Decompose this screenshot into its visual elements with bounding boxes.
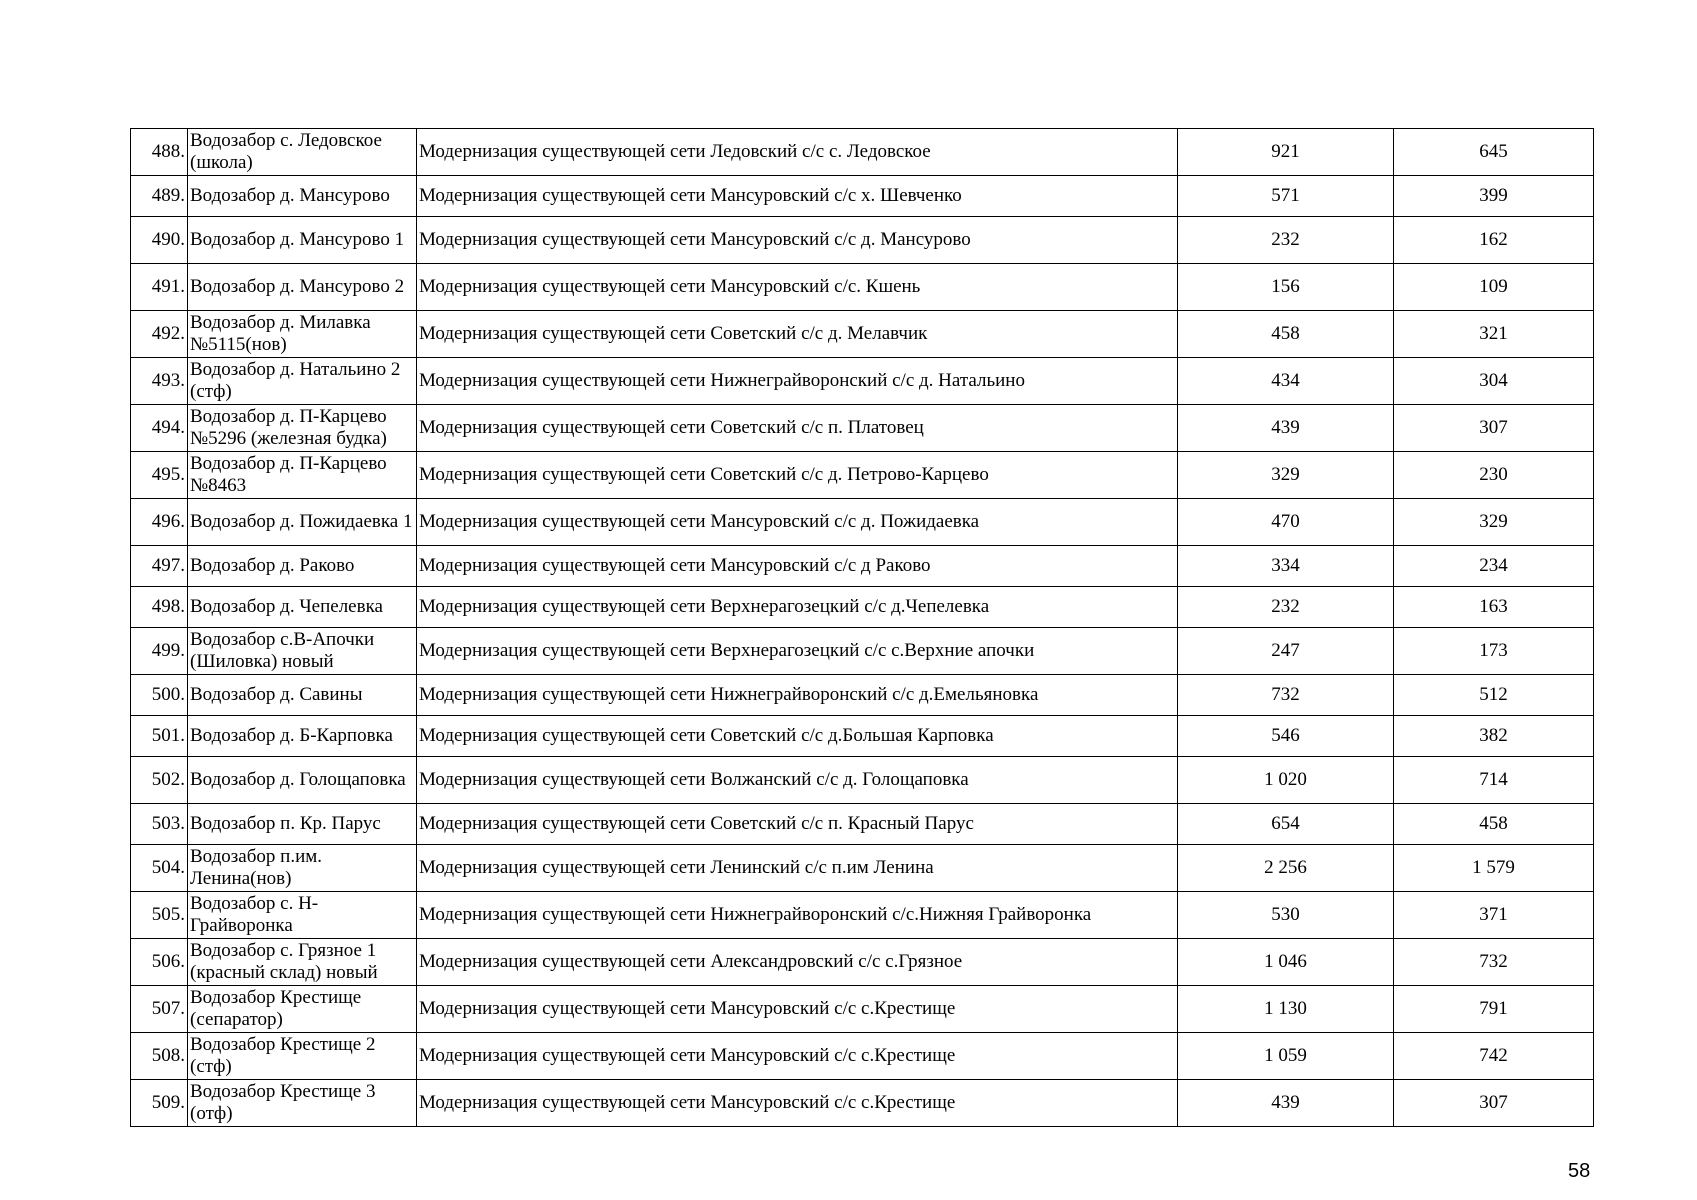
description-cell: Модернизация существующей сети Советский с/с д. Петрово-Карцево [417,452,1178,499]
value-2-cell: 230 [1394,452,1594,499]
intake-name-cell: Водозабор п.им. Ленина(нов) [188,845,417,892]
value-2-cell: 714 [1394,757,1594,804]
table-row [131,675,1594,716]
description-cell: Модернизация существующей сети Мансуровский с/с х. Шевченко [417,176,1178,217]
value-1-cell: 1 059 [1178,1033,1394,1080]
value-1-cell: 458 [1178,311,1394,358]
intake-name-cell: Водозабор д. Мансурово [188,176,417,217]
table-body [131,129,1594,1127]
row-number-cell: 501. [131,716,188,757]
value-2-cell: 791 [1394,986,1594,1033]
value-2-cell: 645 [1394,129,1594,176]
description-cell: Модернизация существующей сети Ледовский с/с с. Ледовское [417,129,1178,176]
table-row [131,217,1594,264]
intake-name-cell: Водозабор Крестище 2 (стф) [188,1033,417,1080]
table-row [131,939,1594,986]
description-cell: Модернизация существующей сети Нижнеграйворонский с/с.Нижняя Грайворонка [417,892,1178,939]
row-number-cell: 499. [131,628,188,675]
description-cell: Модернизация существующей сети Советский с/с п. Красный Парус [417,804,1178,845]
table-row [131,1080,1594,1127]
table-row [131,358,1594,405]
intake-name-cell: Водозабор д. Мансурово 2 [188,264,417,311]
intake-name-cell: Водозабор д. Раково [188,546,417,587]
description-cell: Модернизация существующей сети Нижнеграйворонский с/с д.Емельяновка [417,675,1178,716]
water-intake-table [130,128,1594,1127]
value-2-cell: 321 [1394,311,1594,358]
row-number-cell: 506. [131,939,188,986]
value-1-cell: 247 [1178,628,1394,675]
value-2-cell: 307 [1394,1080,1594,1127]
description-cell: Модернизация существующей сети Нижнеграйворонский с/с д. Натальино [417,358,1178,405]
description-cell: Модернизация существующей сети Мансуровский с/с д. Пожидаевка [417,499,1178,546]
row-number-cell: 492. [131,311,188,358]
value-1-cell: 530 [1178,892,1394,939]
row-number-cell: 495. [131,452,188,499]
value-1-cell: 439 [1178,405,1394,452]
intake-name-cell: Водозабор с.В-Апочки (Шиловка) новый [188,628,417,675]
value-1-cell: 654 [1178,804,1394,845]
value-2-cell: 307 [1394,405,1594,452]
table-row [131,311,1594,358]
value-2-cell: 163 [1394,587,1594,628]
intake-name-cell: Водозабор д. Пожидаевка 1 [188,499,417,546]
description-cell: Модернизация существующей сети Мансуровский с/с д Раково [417,546,1178,587]
value-2-cell: 329 [1394,499,1594,546]
value-2-cell: 458 [1394,804,1594,845]
value-1-cell: 2 256 [1178,845,1394,892]
value-1-cell: 546 [1178,716,1394,757]
table-row [131,628,1594,675]
description-cell: Модернизация существующей сети Мансуровский с/с с.Крестище [417,1080,1178,1127]
value-1-cell: 156 [1178,264,1394,311]
value-2-cell: 399 [1394,176,1594,217]
value-2-cell: 109 [1394,264,1594,311]
value-1-cell: 232 [1178,587,1394,628]
row-number-cell: 503. [131,804,188,845]
table-row [131,716,1594,757]
intake-name-cell: Водозабор д. П-Карцево №5296 (железная будка) [188,405,417,452]
description-cell: Модернизация существующей сети Советский с/с п. Платовец [417,405,1178,452]
intake-name-cell: Водозабор Крестище (сепаратор) [188,986,417,1033]
table-row [131,452,1594,499]
intake-name-cell: Водозабор д. Голощаповка [188,757,417,804]
intake-name-cell: Водозабор д. Б-Карповка [188,716,417,757]
intake-name-cell: Водозабор д. Мансурово 1 [188,217,417,264]
value-2-cell: 371 [1394,892,1594,939]
row-number-cell: 488. [131,129,188,176]
intake-name-cell: Водозабор Крестище 3 (отф) [188,1080,417,1127]
description-cell: Модернизация существующей сети Ленинский с/с п.им Ленина [417,845,1178,892]
value-1-cell: 921 [1178,129,1394,176]
table-row [131,499,1594,546]
value-1-cell: 1 130 [1178,986,1394,1033]
description-cell: Модернизация существующей сети Волжанский с/с д. Голощаповка [417,757,1178,804]
row-number-cell: 508. [131,1033,188,1080]
row-number-cell: 507. [131,986,188,1033]
intake-name-cell: Водозабор д. Милавка №5115(нов) [188,311,417,358]
row-number-cell: 490. [131,217,188,264]
intake-name-cell: Водозабор д. Савины [188,675,417,716]
description-cell: Модернизация существующей сети Мансуровский с/с д. Мансурово [417,217,1178,264]
intake-name-cell: Водозабор д. П-Карцево №8463 [188,452,417,499]
value-1-cell: 439 [1178,1080,1394,1127]
description-cell: Модернизация существующей сети Мансуровский с/с с.Крестище [417,986,1178,1033]
table-row [131,986,1594,1033]
table-row [131,546,1594,587]
row-number-cell: 498. [131,587,188,628]
intake-name-cell: Водозабор с. Грязное 1 (красный склад) новый [188,939,417,986]
value-1-cell: 1 020 [1178,757,1394,804]
table-row [131,264,1594,311]
row-number-cell: 505. [131,892,188,939]
row-number-cell: 494. [131,405,188,452]
value-1-cell: 434 [1178,358,1394,405]
intake-name-cell: Водозабор с. Н-Грайворонка [188,892,417,939]
table-row [131,129,1594,176]
value-2-cell: 304 [1394,358,1594,405]
intake-name-cell: Водозабор п. Кр. Парус [188,804,417,845]
table-row [131,587,1594,628]
value-2-cell: 742 [1394,1033,1594,1080]
row-number-cell: 497. [131,546,188,587]
row-number-cell: 496. [131,499,188,546]
table-row [131,405,1594,452]
table-row [131,892,1594,939]
value-2-cell: 173 [1394,628,1594,675]
description-cell: Модернизация существующей сети Верхнерагозецкий с/с с.Верхние апочки [417,628,1178,675]
row-number-cell: 489. [131,176,188,217]
description-cell: Модернизация существующей сети Советский с/с д. Мелавчик [417,311,1178,358]
description-cell: Модернизация существующей сети Мансуровский с/с с.Крестище [417,1033,1178,1080]
table-row [131,1033,1594,1080]
value-1-cell: 329 [1178,452,1394,499]
row-number-cell: 491. [131,264,188,311]
row-number-cell: 493. [131,358,188,405]
value-2-cell: 1 579 [1394,845,1594,892]
row-number-cell: 500. [131,675,188,716]
value-1-cell: 732 [1178,675,1394,716]
row-number-cell: 504. [131,845,188,892]
value-1-cell: 470 [1178,499,1394,546]
page-number: 58 [1568,1160,1591,1182]
value-1-cell: 232 [1178,217,1394,264]
value-2-cell: 382 [1394,716,1594,757]
value-2-cell: 732 [1394,939,1594,986]
intake-name-cell: Водозабор с. Ледовское (школа) [188,129,417,176]
value-2-cell: 512 [1394,675,1594,716]
intake-name-cell: Водозабор д. Натальино 2 (стф) [188,358,417,405]
value-1-cell: 1 046 [1178,939,1394,986]
intake-name-cell: Водозабор д. Чепелевка [188,587,417,628]
value-1-cell: 571 [1178,176,1394,217]
row-number-cell: 509. [131,1080,188,1127]
value-2-cell: 162 [1394,217,1594,264]
description-cell: Модернизация существующей сети Верхнерагозецкий с/с д.Чепелевка [417,587,1178,628]
table-row [131,176,1594,217]
table-row [131,804,1594,845]
row-number-cell: 502. [131,757,188,804]
value-2-cell: 234 [1394,546,1594,587]
table-row [131,757,1594,804]
table-row [131,845,1594,892]
description-cell: Модернизация существующей сети Мансуровский с/с. Кшень [417,264,1178,311]
description-cell: Модернизация существующей сети Александровский с/с с.Грязное [417,939,1178,986]
description-cell: Модернизация существующей сети Советский с/с д.Большая Карповка [417,716,1178,757]
value-1-cell: 334 [1178,546,1394,587]
